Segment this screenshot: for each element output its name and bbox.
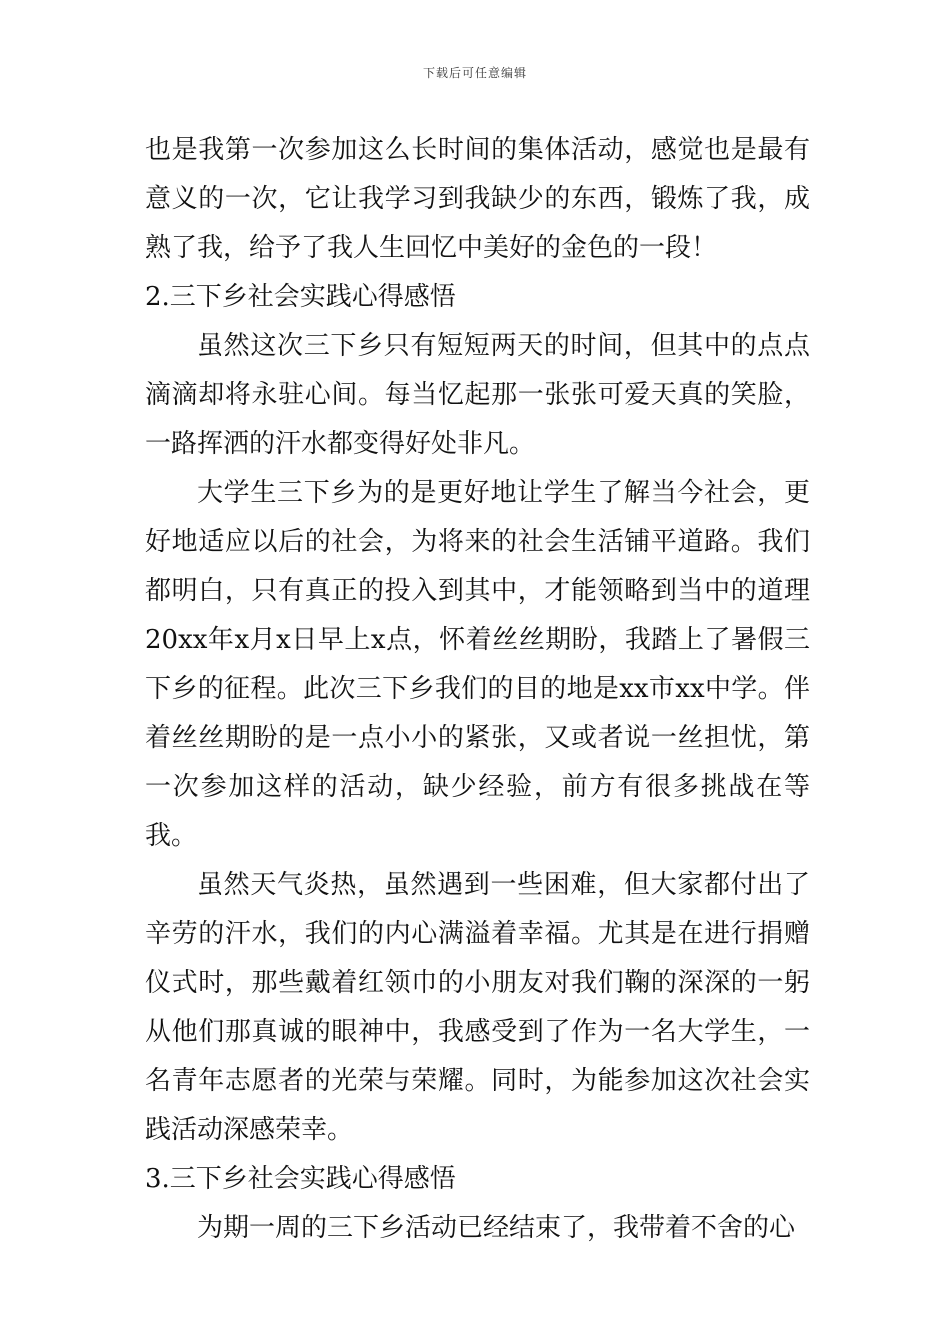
paragraph-5: 为期一周的三下乡活动已经结束了，我带着不舍的心 xyxy=(197,1213,796,1243)
page-header: 下载后可任意编辑 xyxy=(422,66,527,80)
paragraph-1: 也是我第一次参加这么长时间的集体活动，感觉也是最有意义的一次，它让我学习到我缺少的东西，锻炼了我，成熟了我，给予了我人生回忆中美好的金色的一段！ xyxy=(145,135,810,263)
paragraph-4: 虽然天气炎热，虽然遇到一些困难，但大家都付出了辛劳的汗水，我们的内心满溢着幸福。尤其是在进行捐赠仪式时，那些戴着红领巾的小朋友对我们鞠的深深的一躬从他们那真诚的眼神中，我感受到了作为一名大学生，一名青年志愿者的光荣与荣耀。同时，为能参加这次社会实践活动深感荣幸。 xyxy=(145,870,810,1145)
section-heading-3: 3.三下乡社会实践心得感悟 xyxy=(145,1164,456,1194)
paragraph-3: 大学生三下乡为的是更好地让学生了解当今社会，更好地适应以后的社会，为将来的社会生活铺平道路。我们都明白，只有真正的投入到其中，才能领略到当中的道理20xx年x月x日早上x点，怀着丝丝期盼，我踏上了暑假三下乡的征程。此次三下乡我们的目的地是xx市xx中学。伴着丝丝期盼的是一点小小的紧张，又或者说一丝担忧，第一次参加这样的活动，缺少经验，前方有很多挑战在等我。 xyxy=(145,478,810,851)
section-heading-2: 2.三下乡社会实践心得感悟 xyxy=(145,282,456,312)
document-body xyxy=(145,126,810,1253)
paragraph-2: 虽然这次三下乡只有短短两天的时间，但其中的点点滴滴却将永驻心间。每当忆起那一张张可爱天真的笑脸，一路挥洒的汗水都变得好处非凡。 xyxy=(145,331,810,459)
